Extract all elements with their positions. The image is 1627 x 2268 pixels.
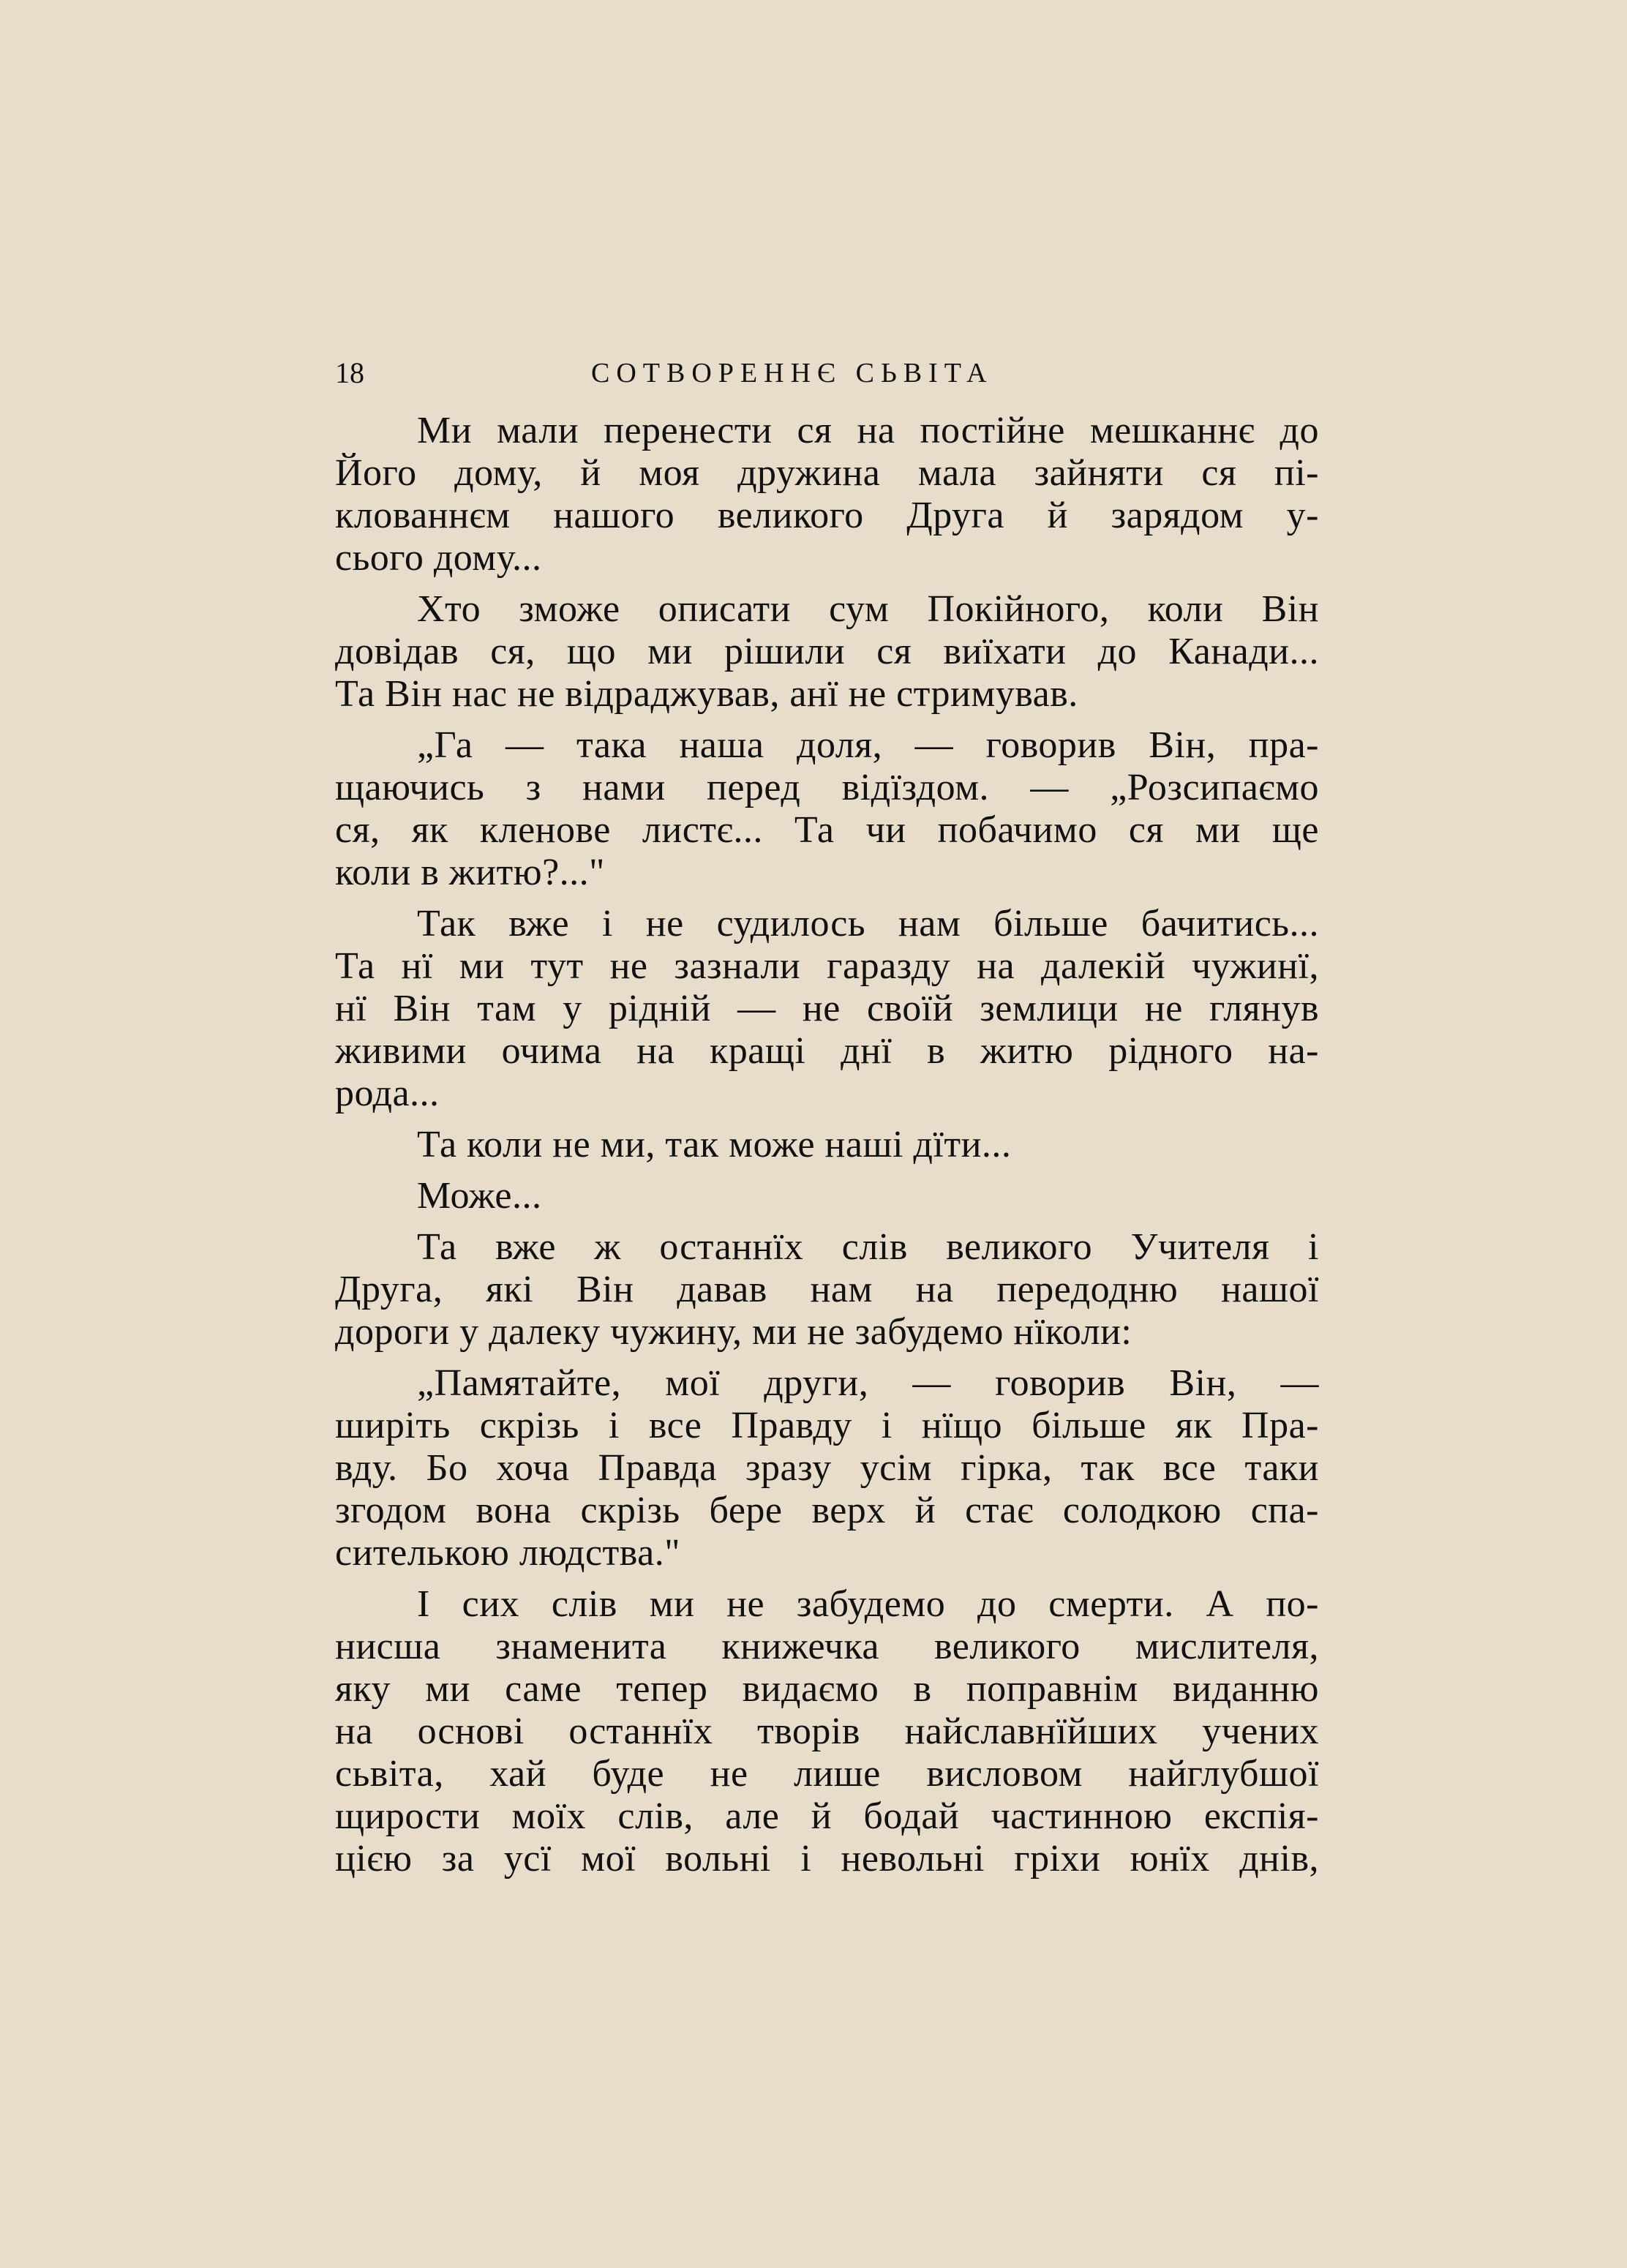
text-line: „Памятайте, мої други, — говорив Він, —	[417, 1362, 1319, 1404]
text-line: Хто зможе описати сум Покійного, коли Він	[417, 588, 1319, 630]
text-line: сьвіта, хай буде не лише висловом найглубшої	[335, 1753, 1319, 1795]
paragraph	[335, 410, 1319, 579]
text-line: Так вже і не судилось нам більше бачитись...	[417, 903, 1319, 945]
text-line: сього дому...	[335, 537, 542, 579]
text-line: Та Він нас не відраджував, анї не стримував.	[335, 673, 1078, 715]
text-line: сителькою людства."	[335, 1532, 680, 1574]
paragraph	[335, 724, 1319, 894]
text-line: яку ми саме тепер видаємо в поправнім виданню	[335, 1668, 1319, 1710]
text-line: рода...	[335, 1073, 440, 1114]
text-line: вду. Бо хоча Правда зразу усім гірка, так все таки	[335, 1447, 1319, 1489]
text-line: Друга, які Він давав нам на передодню нашої	[335, 1269, 1319, 1310]
text-line: нї Він там у рідній — не своїй землици не глянув	[335, 988, 1319, 1029]
text-line: ширіть скрізь і все Правду і нїщо більше як Пра-	[335, 1405, 1319, 1446]
paragraph	[335, 588, 1319, 716]
running-title: СОТВОРЕННЄ СЬВІТА	[591, 358, 993, 388]
text-line: „Га — така наша доля, — говорив Він, пра-	[417, 724, 1319, 766]
text-line: дороги у далеку чужину, ми не забудемо нїколи:	[335, 1311, 1132, 1353]
text-line: нисша знаменита книжечка великого мислителя,	[335, 1626, 1319, 1667]
text-line: ся, як кленове листє... Та чи побачимо ся ми ще	[335, 809, 1319, 851]
text-line: Та коли не ми, так може наші дїти...	[417, 1124, 1012, 1165]
paragraph	[335, 1124, 1319, 1166]
text-line: Та нї ми тут не зазнали гаразду на далекій чужинї,	[335, 945, 1319, 987]
paragraph	[335, 1362, 1319, 1574]
text-line: Ми мали перенести ся на постійне мешканнє до	[417, 410, 1319, 451]
text-line: коли в житю?..."	[335, 852, 605, 893]
text-line: на основі останнїх творів найславнїйших учених	[335, 1711, 1319, 1752]
running-head	[335, 351, 1319, 395]
text-line: цією за усї мої вольні і невольні гріхи юнїх днів,	[335, 1838, 1319, 1880]
paragraph	[335, 903, 1319, 1115]
text-line: І сих слів ми не забудемо до смерти. А по-	[417, 1583, 1319, 1625]
text-line: Та вже ж останнїх слів великого Учителя і	[417, 1226, 1319, 1268]
text-line: щаючись з нами перед відїздом. — „Розсипаємо	[335, 767, 1319, 808]
text-line: Його дому, й моя дружина мала зайняти ся пі-	[335, 452, 1319, 494]
text-line: щирости моїх слів, але й бодай частинною експія-	[335, 1795, 1319, 1837]
body-text	[335, 410, 1319, 1880]
text-line: клованнєм нашого великого Друга й зарядом у-	[335, 495, 1319, 536]
text-line: живими очима на кращі днї в житю рідного на-	[335, 1030, 1319, 1072]
page-number: 18	[335, 356, 364, 389]
text-line: згодом вона скрізь бере верх й стає солодкою спа-	[335, 1490, 1319, 1531]
text-line: довідав ся, що ми рішили ся виїхати до Канади...	[335, 631, 1319, 672]
paragraph	[335, 1583, 1319, 1880]
paragraph	[335, 1226, 1319, 1353]
paragraph	[335, 1175, 1319, 1217]
book-page	[335, 351, 1319, 1889]
text-line: Може...	[417, 1175, 542, 1217]
